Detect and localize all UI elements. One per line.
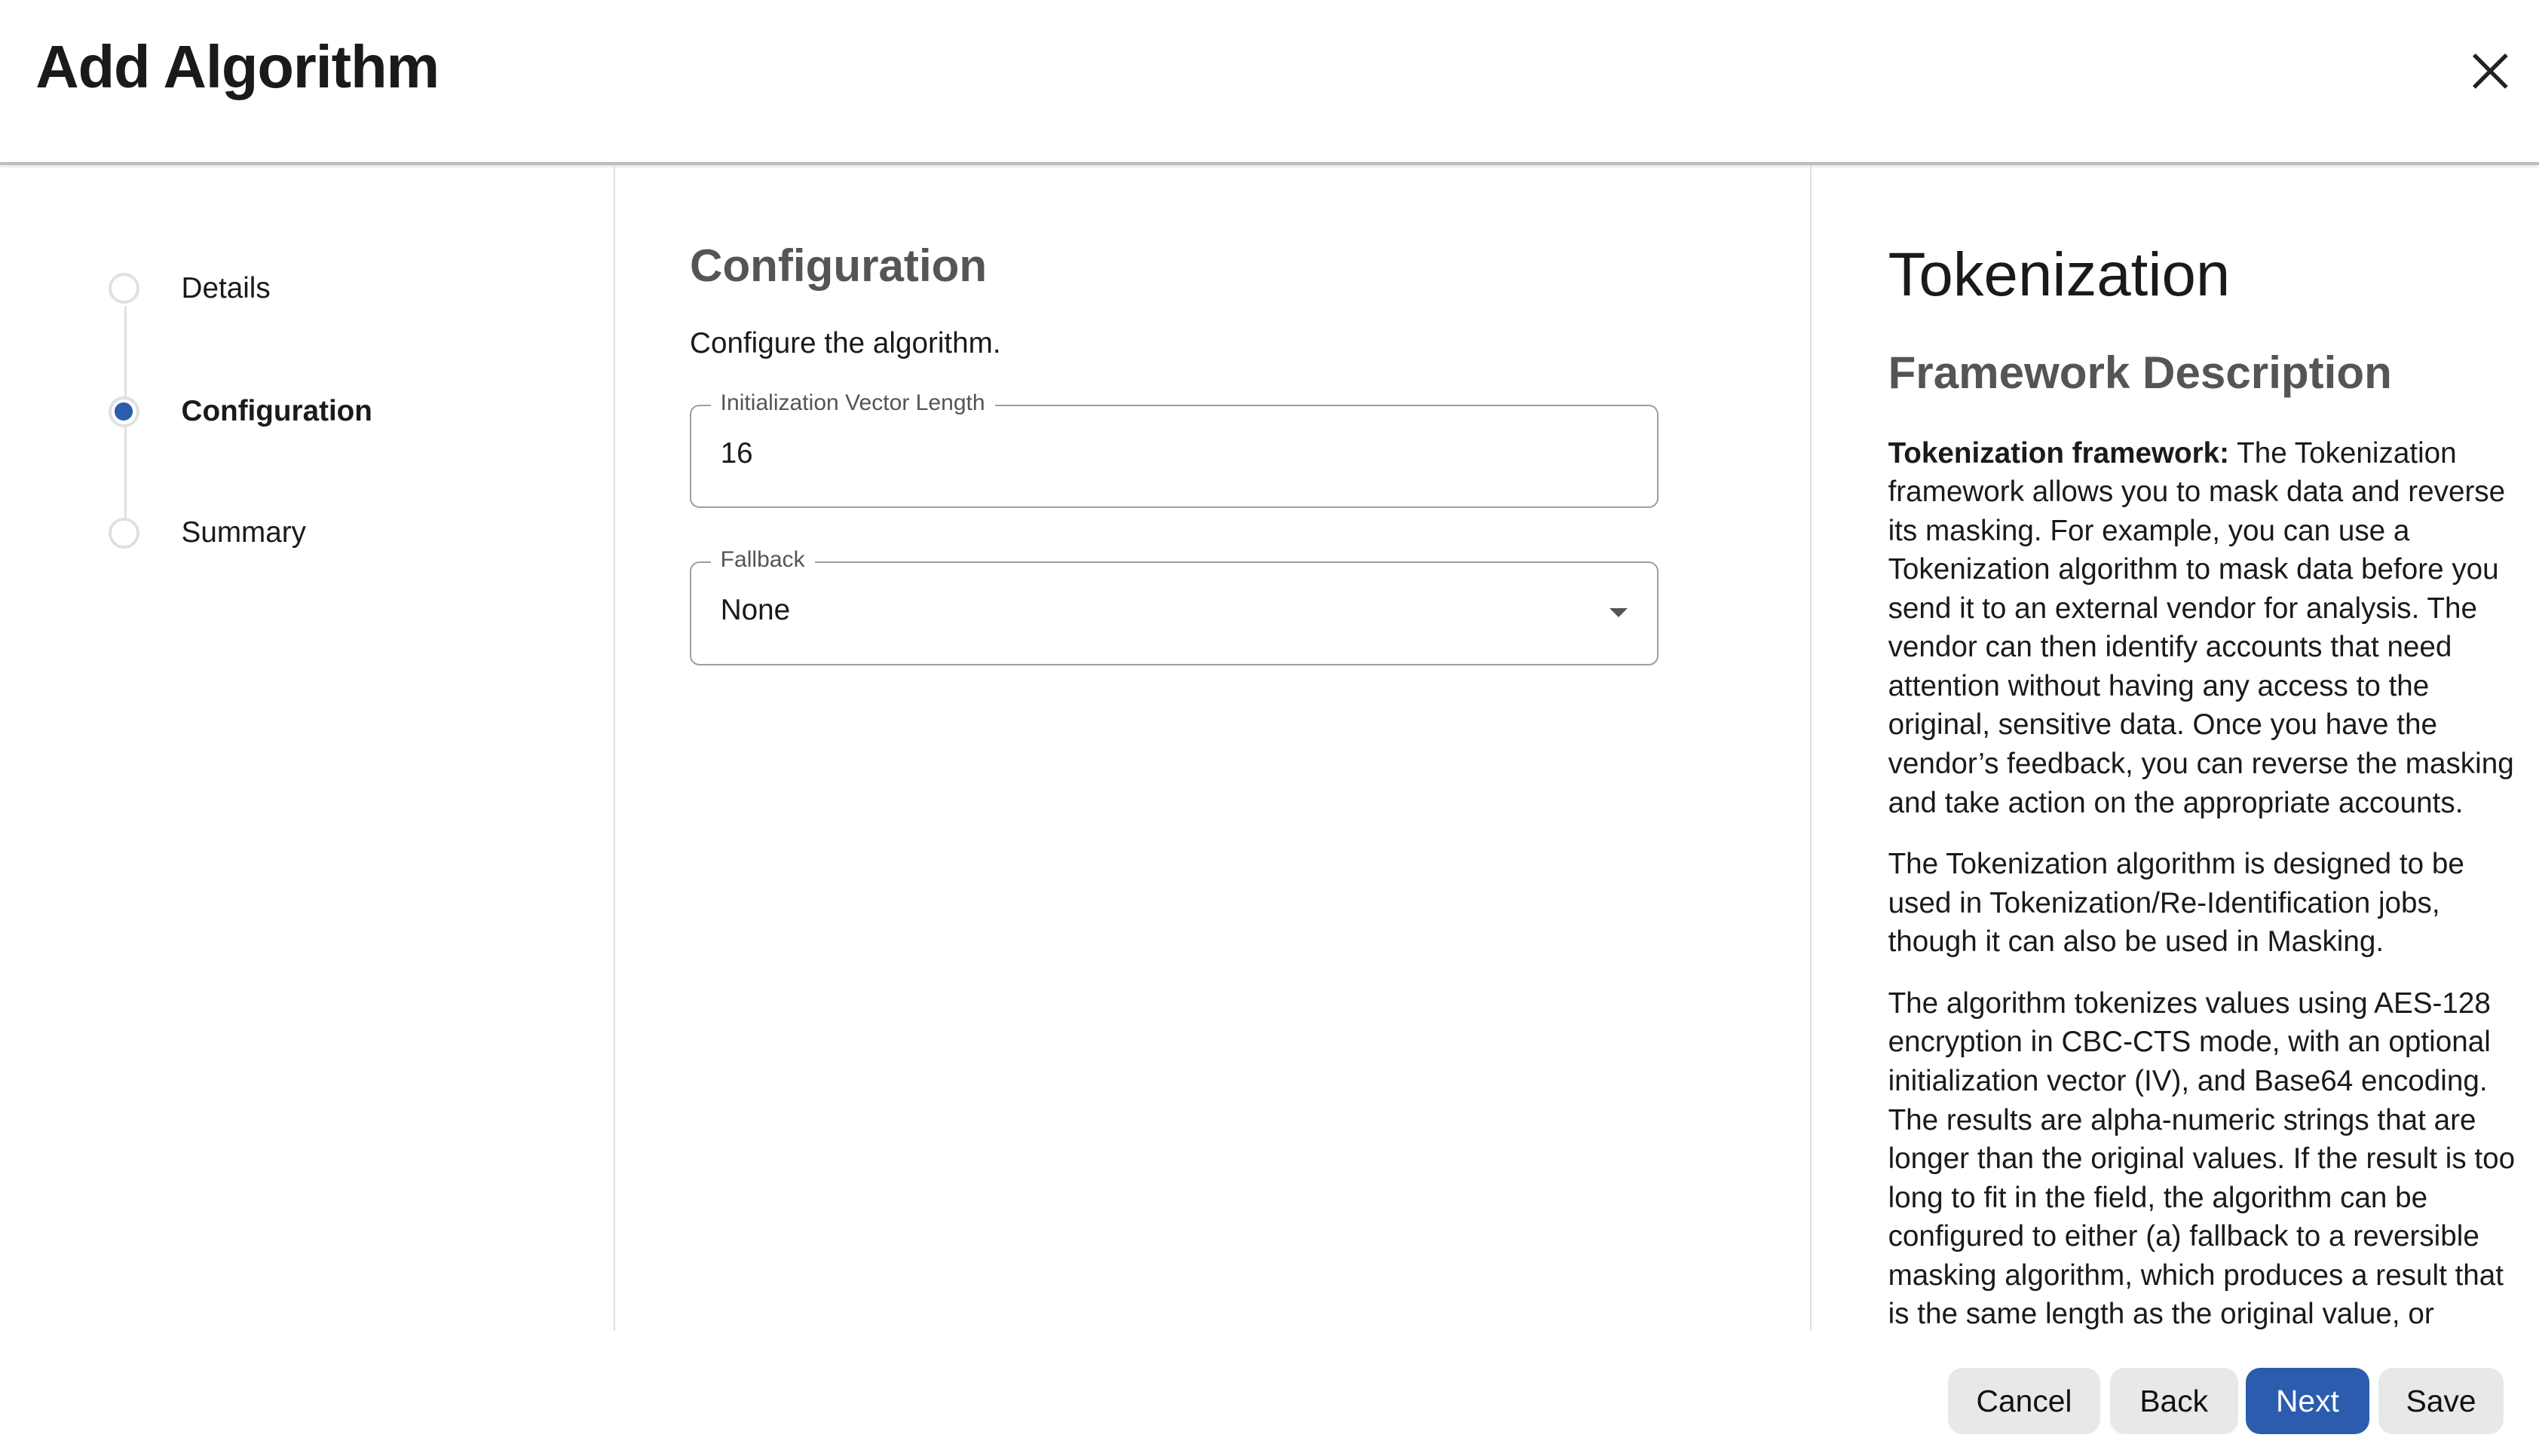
dialog-title: Add Algorithm — [35, 32, 440, 100]
section-heading: Configuration — [690, 240, 988, 291]
chevron-down-icon[interactable] — [1609, 608, 1628, 617]
info-title: Tokenization — [1888, 240, 2231, 309]
field-label: Fallback — [711, 547, 815, 573]
step-connector — [124, 306, 126, 398]
dialog-header — [0, 0, 2539, 165]
info-panel — [1812, 165, 2539, 1331]
field-value: None — [720, 594, 791, 627]
stepper-panel — [0, 165, 615, 1331]
step-summary[interactable] — [109, 516, 306, 549]
step-label: Details — [181, 271, 271, 304]
step-connector — [124, 427, 126, 519]
step-circle-icon — [109, 273, 139, 304]
configuration-panel — [615, 165, 1812, 1331]
info-text: The Tokenization framework allows you to mask data and reverse its masking. For example, you can use a Tokenization algorithm to mask data before you send it to an external vendor for analysis. The vendor can then identify accounts that need attention without having any access to the original, sensitive data. Once you have the vendor’s feedback, you can reverse the masking and take action on the appropriate accounts. — [1888, 436, 2514, 819]
step-label: Summary — [181, 516, 306, 549]
info-paragraph: The Tokenization algorithm is designed to be used in Tokenization/Re-Identification jobs, though it can also be used in Masking. — [1888, 848, 2464, 959]
info-paragraph — [1888, 434, 2533, 822]
step-circle-icon — [109, 518, 139, 549]
info-bold-lead: Tokenization framework: — [1888, 436, 2230, 470]
next-button[interactable]: Next — [2246, 1368, 2369, 1434]
step-label: Configuration — [181, 395, 372, 428]
info-subtitle: Framework Description — [1888, 347, 2392, 398]
field-label: Initialization Vector Length — [711, 390, 995, 416]
info-body — [1888, 434, 2533, 1331]
info-paragraph: The algorithm tokenizes values using AES-128 encryption in CBC-CTS mode, with an optional initialization vector (IV), and Base64 encoding. The results are alpha-numeric strings that are longer than the original values. If the result is too long to fit in the field, the algorithm can be configured to either (a) fallback to a reversible masking algorithm, which produces a result that is the same length as the original value, or — [1888, 986, 2516, 1331]
back-button[interactable]: Back — [2110, 1368, 2238, 1434]
step-active-circle-icon — [109, 396, 139, 427]
step-configuration[interactable] — [109, 395, 372, 428]
save-button[interactable]: Save — [2378, 1368, 2503, 1434]
section-description: Configure the algorithm. — [690, 326, 1001, 359]
field-value[interactable]: 16 — [720, 436, 753, 470]
cancel-button[interactable]: Cancel — [1948, 1368, 2100, 1434]
iv-length-input[interactable] — [690, 390, 1658, 508]
close-icon[interactable] — [2464, 45, 2516, 97]
fallback-select[interactable] — [690, 546, 1658, 665]
step-details[interactable] — [109, 272, 271, 305]
